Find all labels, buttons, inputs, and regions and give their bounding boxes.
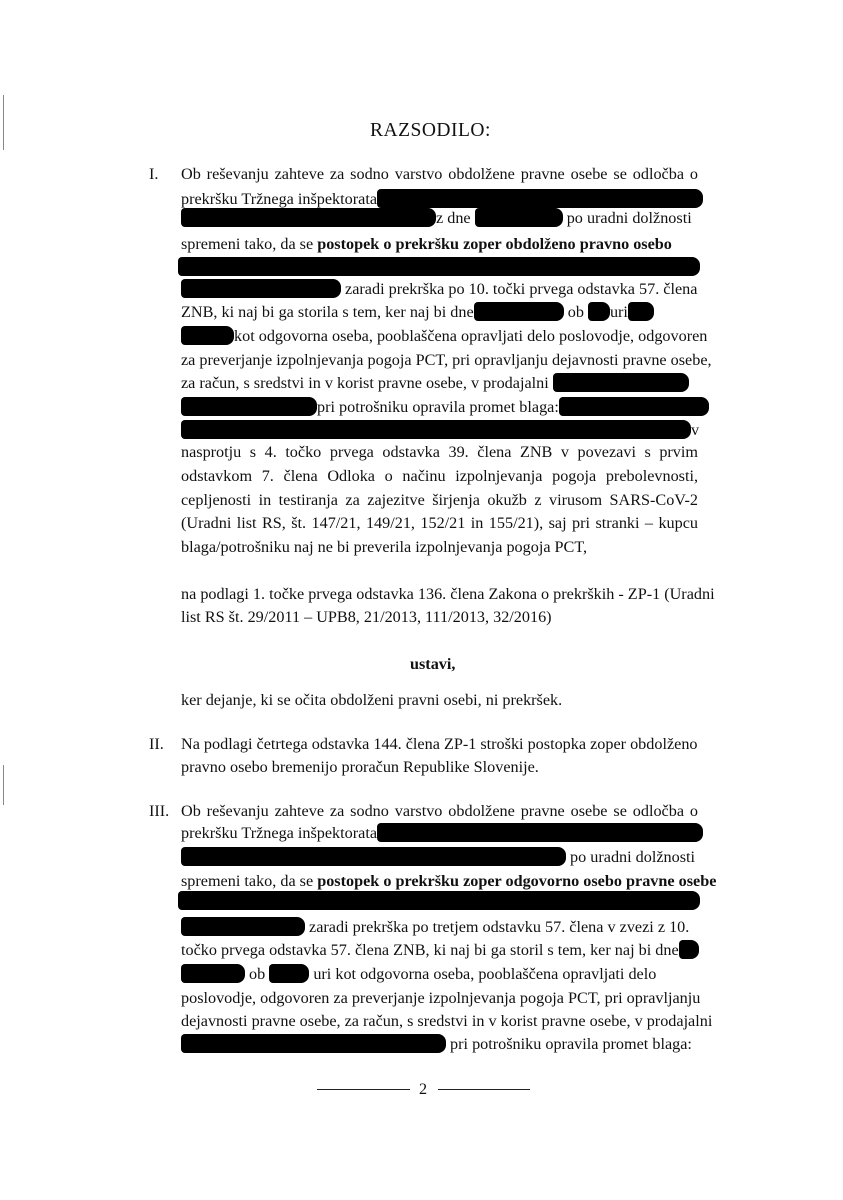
text-line: cepljenosti in testiranja za zajezitve širjenja okužb z virusom SARS-CoV-2 <box>181 491 698 509</box>
text-span: prekršku Tržnega inšpektorata <box>181 190 378 208</box>
text-span: točko prvega odstavka 57. člena ZNB, ki naj bi ga storil s tem, ker naj bi dne <box>181 941 679 959</box>
redaction-bar <box>377 189 703 208</box>
text-span: v <box>691 421 700 439</box>
text-span: spremeni tako, da se <box>181 872 318 890</box>
text-span-bold: postopek o prekršku zoper odgovorno osebo pravne osebe <box>317 872 717 890</box>
redaction-bar <box>474 302 564 321</box>
text-span: ob <box>567 303 584 321</box>
text-line <box>181 325 707 347</box>
text-span: za račun, s sredstvi in v korist pravne osebe, v prodajalni <box>181 374 549 392</box>
text-line <box>181 278 697 300</box>
text-span: zaradi prekrška po 10. točki prvega odstavka 57. člena <box>345 280 698 298</box>
text-line: blaga/potrošniku naj ne bi preverila izpolnjevanja pogoja PCT, <box>181 538 588 556</box>
text-line: (Uradni list RS, št. 147/21, 149/21, 152/21 in 155/21), saj pri stranki – kupcu <box>181 514 698 532</box>
text-line <box>181 870 716 892</box>
text-span: z dne <box>436 209 471 227</box>
text-line <box>181 372 689 394</box>
text-span: kot odgovorna oseba, pooblaščena opravljati delo poslovodje, odgovoren <box>234 327 708 345</box>
text-line <box>181 939 699 961</box>
redaction-bar <box>181 1034 446 1053</box>
redaction-bar <box>475 208 563 227</box>
text-line <box>181 916 689 938</box>
text-span: uri <box>609 303 628 321</box>
scan-edge-mark <box>3 95 4 150</box>
text-line <box>181 963 656 985</box>
redaction-bar <box>269 964 309 983</box>
text-line: Na podlagi četrtega odstavka 144. člena ZP-1 stroški postopka zoper obdolženo <box>181 735 698 753</box>
text-span: zaradi prekrška po tretjem odstavku 57. člena v zvezi z 10. <box>309 918 690 936</box>
section-number: III. <box>149 802 170 820</box>
redaction-bar <box>181 847 566 866</box>
decision-word: ustavi, <box>410 655 456 673</box>
text-span: pri potrošniku opravila promet blaga: <box>317 398 559 416</box>
document-title: RAZSODILO: <box>370 120 491 141</box>
text-span: uri kot odgovorna oseba, pooblaščena opravljati delo <box>313 965 657 983</box>
redaction-bar <box>181 397 317 416</box>
redaction-bar <box>178 891 700 910</box>
text-line: pravno osebo bremenijo proračun Republike Slovenije. <box>181 758 539 776</box>
redaction-bar <box>588 302 610 321</box>
text-line <box>181 846 695 868</box>
redaction-bar <box>181 420 691 439</box>
redaction-bar <box>181 279 341 298</box>
text-span: po uradni dolžnosti <box>570 848 696 866</box>
redaction-bar <box>559 397 709 416</box>
page-number: 2 <box>419 1080 428 1098</box>
section-number: I. <box>149 165 159 183</box>
text-span: ZNB, ki naj bi ga storila s tem, ker naj bi dne <box>181 303 474 321</box>
redaction-bar <box>553 373 689 392</box>
text-line <box>181 1033 692 1055</box>
text-line: na podlagi 1. točke prvega odstavka 136. člena Zakona o prekrških - ZP-1 (Uradni <box>181 585 715 603</box>
text-line <box>181 233 672 255</box>
text-line: list RS št. 29/2011 – UPB8, 21/2013, 111/2013, 32/2016) <box>181 608 552 626</box>
text-line: poslovodje, odgovoren za preverjanje izpolnjevanja pogoja PCT, pri opravljanju <box>181 989 701 1007</box>
redaction-bar <box>628 302 654 321</box>
text-line: odstavkom 7. člena Odloka o načinu izpolnjevanja pogoja prebolevnosti, <box>181 467 698 485</box>
text-span-bold: postopek o prekršku zoper obdolženo pravno osebo <box>317 235 672 253</box>
footer-rule <box>438 1089 530 1090</box>
text-line: Ob reševanju zahteve za sodno varstvo obdolžene pravne osebe se odločba o <box>181 165 698 183</box>
text-line <box>181 396 709 418</box>
redaction-bar <box>181 326 234 345</box>
text-line <box>181 822 703 844</box>
text-line: nasprotju s 4. točko prvega odstavka 39. člena ZNB v povezavi s prvim <box>181 443 698 461</box>
text-line: dejavnosti pravne osebe, za račun, s sredstvi in v korist pravne osebe, v prodajalni <box>181 1012 713 1030</box>
text-line: za preverjanje izpolnjevanja pogoja PCT, pri opravljanju dejavnosti pravne osebe, <box>181 351 712 369</box>
text-span: ob <box>249 965 266 983</box>
scan-edge-mark <box>3 765 4 805</box>
redaction-bar <box>377 823 703 842</box>
text-span: po uradni dolžnosti <box>566 209 692 227</box>
section-number: II. <box>149 735 164 753</box>
redaction-bar <box>181 208 436 227</box>
text-line: Ob reševanju zahteve za sodno varstvo obdolžene pravne osebe se odločba o <box>181 802 698 820</box>
text-line <box>181 419 699 441</box>
redaction-bar <box>181 917 305 936</box>
text-line <box>181 207 692 229</box>
text-line <box>181 301 654 323</box>
text-line: ker dejanje, ki se očita obdolženi pravni osebi, ni prekršek. <box>181 691 563 709</box>
text-span: pri potrošniku opravila promet blaga: <box>450 1035 692 1053</box>
text-span: spremeni tako, da se <box>181 235 318 253</box>
redaction-bar <box>178 257 700 276</box>
text-span: prekršku Tržnega inšpektorata <box>181 824 378 842</box>
redaction-bar <box>181 964 245 983</box>
redaction-bar <box>679 940 699 959</box>
footer-rule <box>317 1089 410 1090</box>
